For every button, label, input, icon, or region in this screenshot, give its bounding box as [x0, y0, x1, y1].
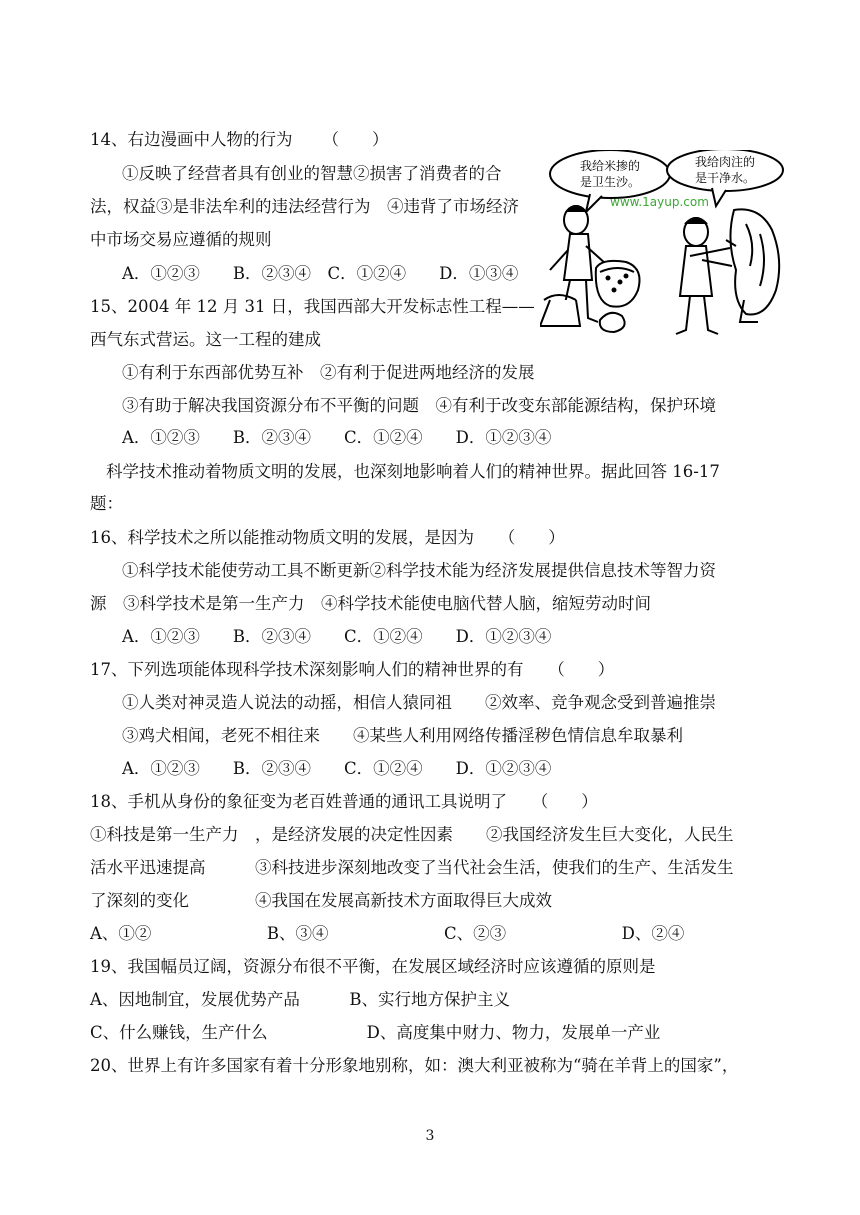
q17-choices: A．①②③ B．②③④ C．①②④ D．①②③④	[122, 759, 552, 778]
q15-choices: A．①②③ B．②③④ C．①②④ D．①②③④	[122, 428, 552, 447]
q16-choices: A．①②③ B．②③④ C．①②④ D．①②③④	[122, 627, 552, 646]
q18-options-3: 了深刻的变化 ④我国在发展高新技术方面取得巨大成效	[90, 891, 552, 910]
q15-stem-2: 西气东式营运。这一工程的建成	[90, 330, 321, 349]
q18-options-1: ①科技是第一生产力 ，是经济发展的决定性因素 ②我国经济发生巨大变化，人民生	[90, 825, 734, 844]
intro-16-17-line-1: 科学技术推动着物质文明的发展，也深刻地影响着人们的精神世界。据此回答 16-17	[106, 462, 720, 481]
page-number: 3	[425, 1128, 435, 1144]
bubble-right-line-2: 是干净水。	[694, 171, 756, 185]
bubble-left-line-2: 是卫生沙。	[579, 175, 641, 189]
q15-options-2: ③有助于解决我国资源分布不平衡的问题 ④有利于改变东部能源结构，保护环境	[122, 396, 716, 415]
q17-options-1: ①人类对神灵造人说法的动摇，相信人猿同祖 ②效率、竞争观念受到普遍推崇	[122, 693, 716, 712]
watermark-text: www.1ayup.com	[610, 195, 709, 209]
q19-choices-1: A、因地制宜，发展优势产品 B、实行地方保护主义	[90, 990, 511, 1009]
q14-options-2: 法，权益③是非法牟利的违法经营行为 ④违背了市场经济	[90, 197, 519, 216]
vendor-figure-left	[540, 206, 640, 332]
q14-stem: 14、右边漫画中人物的行为 （ ）	[90, 130, 389, 149]
q15-options-1: ①有利于东西部优势互补 ②有利于促进两地经济的发展	[122, 363, 535, 382]
q18-stem: 18、手机从身份的象征变为老百姓普通的通讯工具说明了 （ ）	[90, 792, 598, 811]
q18-choices: A、①② B、③④ C、②③ D、②④	[90, 924, 685, 943]
q19-choices-2: C、什么赚钱，生产什么 D、高度集中财力、物力，发展单一产业	[90, 1023, 661, 1042]
q15-stem-1: 15、2004 年 12 月 31 日，我国西部大开发标志性工程——	[90, 297, 535, 316]
q17-options-2: ③鸡犬相闻，老死不相往来 ④某些人利用网络传播淫秽色情信息牟取暴利	[122, 726, 683, 745]
q20-stem: 20、世界上有许多国家有着十分形象地别称，如：澳大利亚被称为“骑在羊背上的国家”，	[90, 1056, 739, 1075]
q16-options-2: 源 ③科学技术是第一生产力 ④科学技术能使电脑代替人脑，缩短劳动时间	[90, 594, 651, 613]
vendor-figure-right	[676, 209, 779, 334]
q16-stem: 16、科学技术之所以能推动物质文明的发展，是因为 （ ）	[90, 528, 565, 547]
bubble-left-line-1: 我给米掺的	[579, 159, 641, 173]
q17-stem: 17、下列选项能体现科学技术深刻影响人们的精神世界的有 （ ）	[90, 660, 615, 679]
intro-16-17-line-2: 题：	[90, 494, 123, 513]
q14-choices: A．①②③ B．②③④ C．①②④ D．①③④	[122, 264, 519, 283]
q19-stem: 19、我国幅员辽阔，资源分布很不平衡，在发展区域经济时应该遵循的原则是	[90, 957, 656, 976]
q14-options-1: ①反映了经营者具有创业的智慧②损害了消费者的合	[122, 164, 502, 183]
q18-options-2: 活水平迅速提高 ③科技进步深刻地改变了当代社会生活，使我们的生产、生活发生	[90, 858, 734, 877]
q16-options-1: ①科学技术能使劳动工具不断更新②科学技术能为经济发展提供信息技术等智力资	[122, 561, 716, 580]
q14-options-3: 中市场交易应遵循的规则	[90, 230, 272, 249]
bubble-right-line-1: 我给肉注的	[694, 155, 756, 169]
cartoon-illustration	[540, 150, 810, 340]
